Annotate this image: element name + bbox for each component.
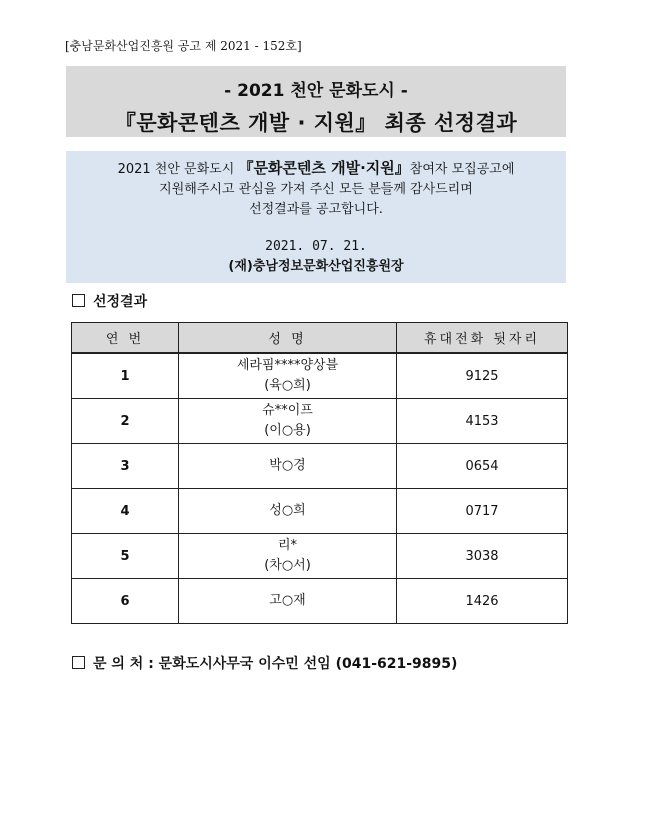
row-number: 4	[72, 489, 179, 534]
row-name-sub: (육○희)	[264, 378, 311, 393]
row-phone: 0717	[397, 489, 568, 534]
notice-number: [충남문화산업진흥원 공고 제 2021 - 152호]	[65, 39, 302, 53]
row-number: 3	[72, 444, 179, 489]
table-row	[72, 353, 568, 399]
row-phone: 3038	[397, 534, 568, 579]
intro-line-1	[66, 158, 566, 180]
row-name: 성○희	[179, 489, 397, 534]
row-name: 박○경	[179, 444, 397, 489]
row-number: 2	[72, 399, 179, 444]
contact-info	[72, 653, 457, 673]
organization-name: (재)충남정보문화산업진흥원장	[228, 259, 404, 274]
row-number: 1	[72, 353, 179, 399]
row-phone: 4153	[397, 399, 568, 444]
title-line-2: 『문화콘텐츠 개발 · 지원』 최종 선정결과	[114, 111, 518, 135]
row-phone: 1426	[397, 579, 568, 624]
row-name-main: 세라핌****양상블	[236, 358, 339, 373]
intro-line-3: 선정결과를 공고합니다.	[249, 202, 383, 217]
square-bullet-icon	[72, 656, 85, 669]
row-name-main: 리*	[277, 538, 298, 553]
table-row	[72, 534, 568, 579]
row-name-sub: (이○용)	[264, 423, 311, 438]
row-name-main: 슈**이프	[262, 403, 313, 418]
intro-line-1-pre: 2021 천안 문화도시	[117, 162, 239, 177]
contact-text: 문 의 처 : 문화도시사무국 이수민 선임 (041-621-9895)	[93, 656, 458, 672]
header-name: 성 명	[179, 323, 397, 354]
header-phone: 휴대전화 뒷자리	[397, 323, 568, 354]
intro-line-1-post: 참여자 모집공고에	[409, 162, 515, 177]
intro-line-2: 지원해주시고 관심을 가져 주신 모든 분들께 감사드리며	[159, 182, 473, 197]
title-banner	[66, 66, 566, 137]
row-phone: 9125	[397, 353, 568, 399]
intro-box	[66, 151, 566, 283]
row-name	[179, 353, 397, 399]
table-row	[72, 489, 568, 534]
row-number: 6	[72, 579, 179, 624]
square-bullet-icon	[72, 294, 85, 307]
row-name: 고○재	[179, 579, 397, 624]
header-number: 연 번	[72, 323, 179, 354]
intro-highlight: 『문화콘텐츠 개발·지원』	[238, 159, 410, 177]
title-line-1: - 2021 천안 문화도시 -	[224, 81, 408, 101]
table-row	[72, 399, 568, 444]
row-phone: 0654	[397, 444, 568, 489]
table-row	[72, 444, 568, 489]
table-row	[72, 579, 568, 624]
result-table	[71, 322, 568, 624]
row-name	[179, 534, 397, 579]
table-header-row	[72, 323, 568, 354]
section-title	[72, 291, 147, 311]
row-number: 5	[72, 534, 179, 579]
announcement-date: 2021. 07. 21.	[265, 239, 367, 254]
row-name	[179, 399, 397, 444]
section-title-text: 선정결과	[93, 294, 148, 310]
row-name-sub: (차○서)	[264, 558, 311, 573]
